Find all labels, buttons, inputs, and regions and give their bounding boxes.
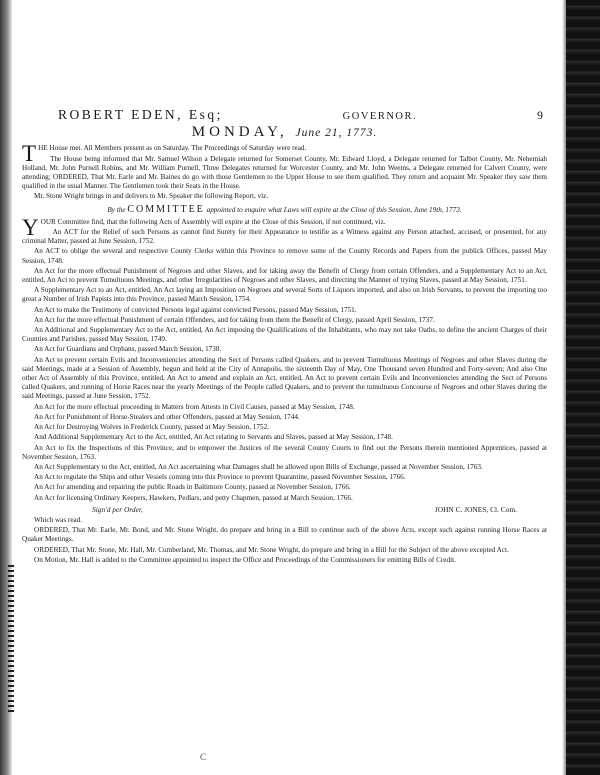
opening-text: HE House met. All Members present as on Saturday. The Proceedings of Saturday were read. — [38, 144, 307, 153]
margin-marks — [8, 565, 14, 715]
signature-line — [22, 505, 547, 514]
acts-list — [22, 228, 547, 503]
act-entry: An Act for the more effectual proceeding in Matters from Attests in Civil Causes, passed at May Session, 1748. — [34, 402, 355, 411]
date-day: MONDAY, — [191, 124, 288, 141]
act-entry: An ACT for the Relief of such Persons as cannot find Surety for their Appearance to testifie as a Witness against any Person attached, accused, or presented, for any criminal Matter, passed at June Session, 1752. — [22, 228, 547, 246]
drop-cap: T — [22, 141, 37, 167]
signature-clerk: JOHN C. JONES, Cl. Com. — [434, 504, 517, 514]
signature-order: Sign'd per Order, — [92, 504, 143, 514]
act-entry: And Additional Supplementary Act to the Act, entitled, An Act relating to Servants and Slaves, passed at May Session, 1748. — [34, 433, 393, 442]
running-head — [22, 110, 547, 121]
act-entry: An Act to make the Testimony of convicted Persons legal against convicted Persons, passed May Session, 1751. — [34, 305, 357, 314]
document-page — [22, 110, 547, 750]
proceedings-paragraphs — [22, 155, 547, 202]
closing-paragraph: Which was read. — [34, 515, 83, 524]
closing-paragraph: ORDERED, That Mr. Earle, Mr. Bond, and Mr. Stone Wright, do prepare and bring in a Bill to continue such of the above Acts, except such against running Horse Races at Quaker Meetings. — [22, 526, 547, 544]
act-entry: An Act for the more effectual Punishment of certain Offenders, and for taking from them the Benefit of Clergy, passed April Session, 1737. — [34, 315, 435, 324]
page-number: 9 — [536, 110, 543, 122]
act-entry: An Act to fix the Inspections of this Province, and to empower the Justices of the several County Courts to find out the Persons therein mentioned Apprentices, passed at November Session, 1763. — [22, 443, 547, 461]
act-entry: An Act for amending and repairing the public Roads in Baltimore County, passed at November Session, 1766. — [34, 483, 351, 492]
act-entry: A Supplementary Act to an Act, entitled, An Act laying an Imposition on Negroes and several Sorts of Liquors imported, and also on Irish Servants, to prevent the importing too great a Number of Irish Papists into this Province, passed March Session, 1754. — [22, 286, 547, 304]
act-entry: An Act Supplementary to the Act, entitled, An Act ascertaining what Damages shall be allowed upon Bills of Exchange, passed at November Session, 1763. — [34, 462, 483, 471]
act-entry: An Act for licensing Ordinary Keepers, Hawkers, Pedlars, and petty Chapmen, passed at March Session, 1766. — [34, 493, 353, 502]
running-head-name: ROBERT EDEN, Esq; — [58, 110, 223, 122]
running-head-title: GOVERNOR. — [342, 111, 418, 122]
act-entry: An Act for Destroying Wolves in Frederick County, passed at May Session, 1752. — [34, 423, 269, 432]
footer-mark: C — [200, 752, 207, 762]
date-heading — [22, 124, 547, 141]
closing-paragraphs — [22, 516, 547, 565]
scan-right-edge — [566, 0, 600, 775]
committee-prefix: By the — [107, 205, 126, 214]
report-drop-cap: Y — [22, 214, 39, 240]
proceedings-paragraph: Mr. Stone Wright brings in and delivers to Mr. Speaker the following Report, viz. — [34, 192, 269, 201]
act-entry: An Act to prevent certain Evils and Inconveniencies attending the Sect of Persons called Quakers, and to prevent Tumultuous Meetings of Negroes and other Slaves during the said Meetings, made at a Session of Assembly, begun and held at the City of Annapolis, the sixteenth Day of May, One Thousand seven Hundred and Forty-seven; And also One other Act of Assembly of this Province, entitled, An Act to amend and explain an Act, entitled, An Act to prevent certain Evils and Inconveniencies attending the Sect of Persons called Quakers, and running of Horse Races near the yearly Meetings of the People called Quakers, and to prevent the tumultuous Concourse of Negroes and other Slaves during the said Meetings, passed at June Session, 1752. — [22, 355, 547, 401]
act-entry: An Act for the more effectual Punishment of Negroes and other Slaves, and for taking away the Benefit of Clergy from certain Offenders, and a Supplementary Act to an Act, entitled, An Act to prevent Tumultuous Meetings, and other Irregularities of Negroes and other Slaves, and directing the Manner of trying Slaves, passed at May Session, 1751. — [22, 266, 547, 285]
closing-paragraph: On Motion, Mr. Hall is added to the Committee appointed to inspect the Office and Proceedings of the Commissioners for emitting Bills of Credit. — [34, 555, 456, 564]
act-entry: An ACT to oblige the several and respective County Clerks within this Province to remove some of the County Records and Papers from the publick Offices, passed May Session, 1748. — [22, 247, 547, 265]
proceedings-paragraph: The House being informed that Mr. Samuel Wilson a Delegate returned for Somerset County, Mr. Edward Lloyd, a Delegate returned for Talbot County, Mr. Nehemiah Holland, Mr. John Purnell Robins, and Mr. William Purnell, Three Delegates returned for Worcester County, and Mr. John Weems, a Delegate returned for Calvert County, were attending; ORDERED, That Mr. Earle and Mr. Baines do go with those Gentlemen to the Upper House to see them qualified. They return and acquaint Mr. Speaker they saw them qualified in the usual Manner. The Gentlemen took their Seats in the House. — [22, 154, 547, 191]
closing-paragraph: ORDERED, That Mr. Stone, Mr. Hall, Mr. Cumberland, Mr. Thomas, and Mr. Stone Wright, do prepare and bring in a Bill for the Subject of the above excepted Act. — [34, 545, 509, 554]
committee-caps: COMMITTEE — [127, 203, 205, 215]
committee-rest: appointed to enquire what Laws will expire at the Close of this Session, June 19th, 1773. — [206, 205, 462, 214]
act-entry: An Additional and Supplementary Act to the Act, entitled, An Act imposing the Qualifications of the Inhabitants, who may not take Oaths, to define the ancient Charges of their Counties and Parishes, passed May Session, 1749. — [22, 326, 547, 344]
act-entry: An Act for Punishment of Horse-Stealers and other Offenders, passed at May Session, 1744. — [34, 412, 300, 421]
committee-heading — [22, 205, 547, 215]
opening-paragraph — [22, 141, 547, 167]
date-text: June 21, 1773. — [295, 127, 378, 140]
act-entry: An Act to regulate the Ships and other Vessels coming into this Province to prevent Quarantine, passed November Session, 1766. — [34, 473, 406, 482]
act-entry: An Act for Guardians and Orphans, passed March Session, 1738. — [34, 345, 222, 354]
report-intro-text: OUR Committee find, that the following Acts of Assembly will expire at the Close of this Session, if not continued, viz. — [40, 217, 386, 226]
